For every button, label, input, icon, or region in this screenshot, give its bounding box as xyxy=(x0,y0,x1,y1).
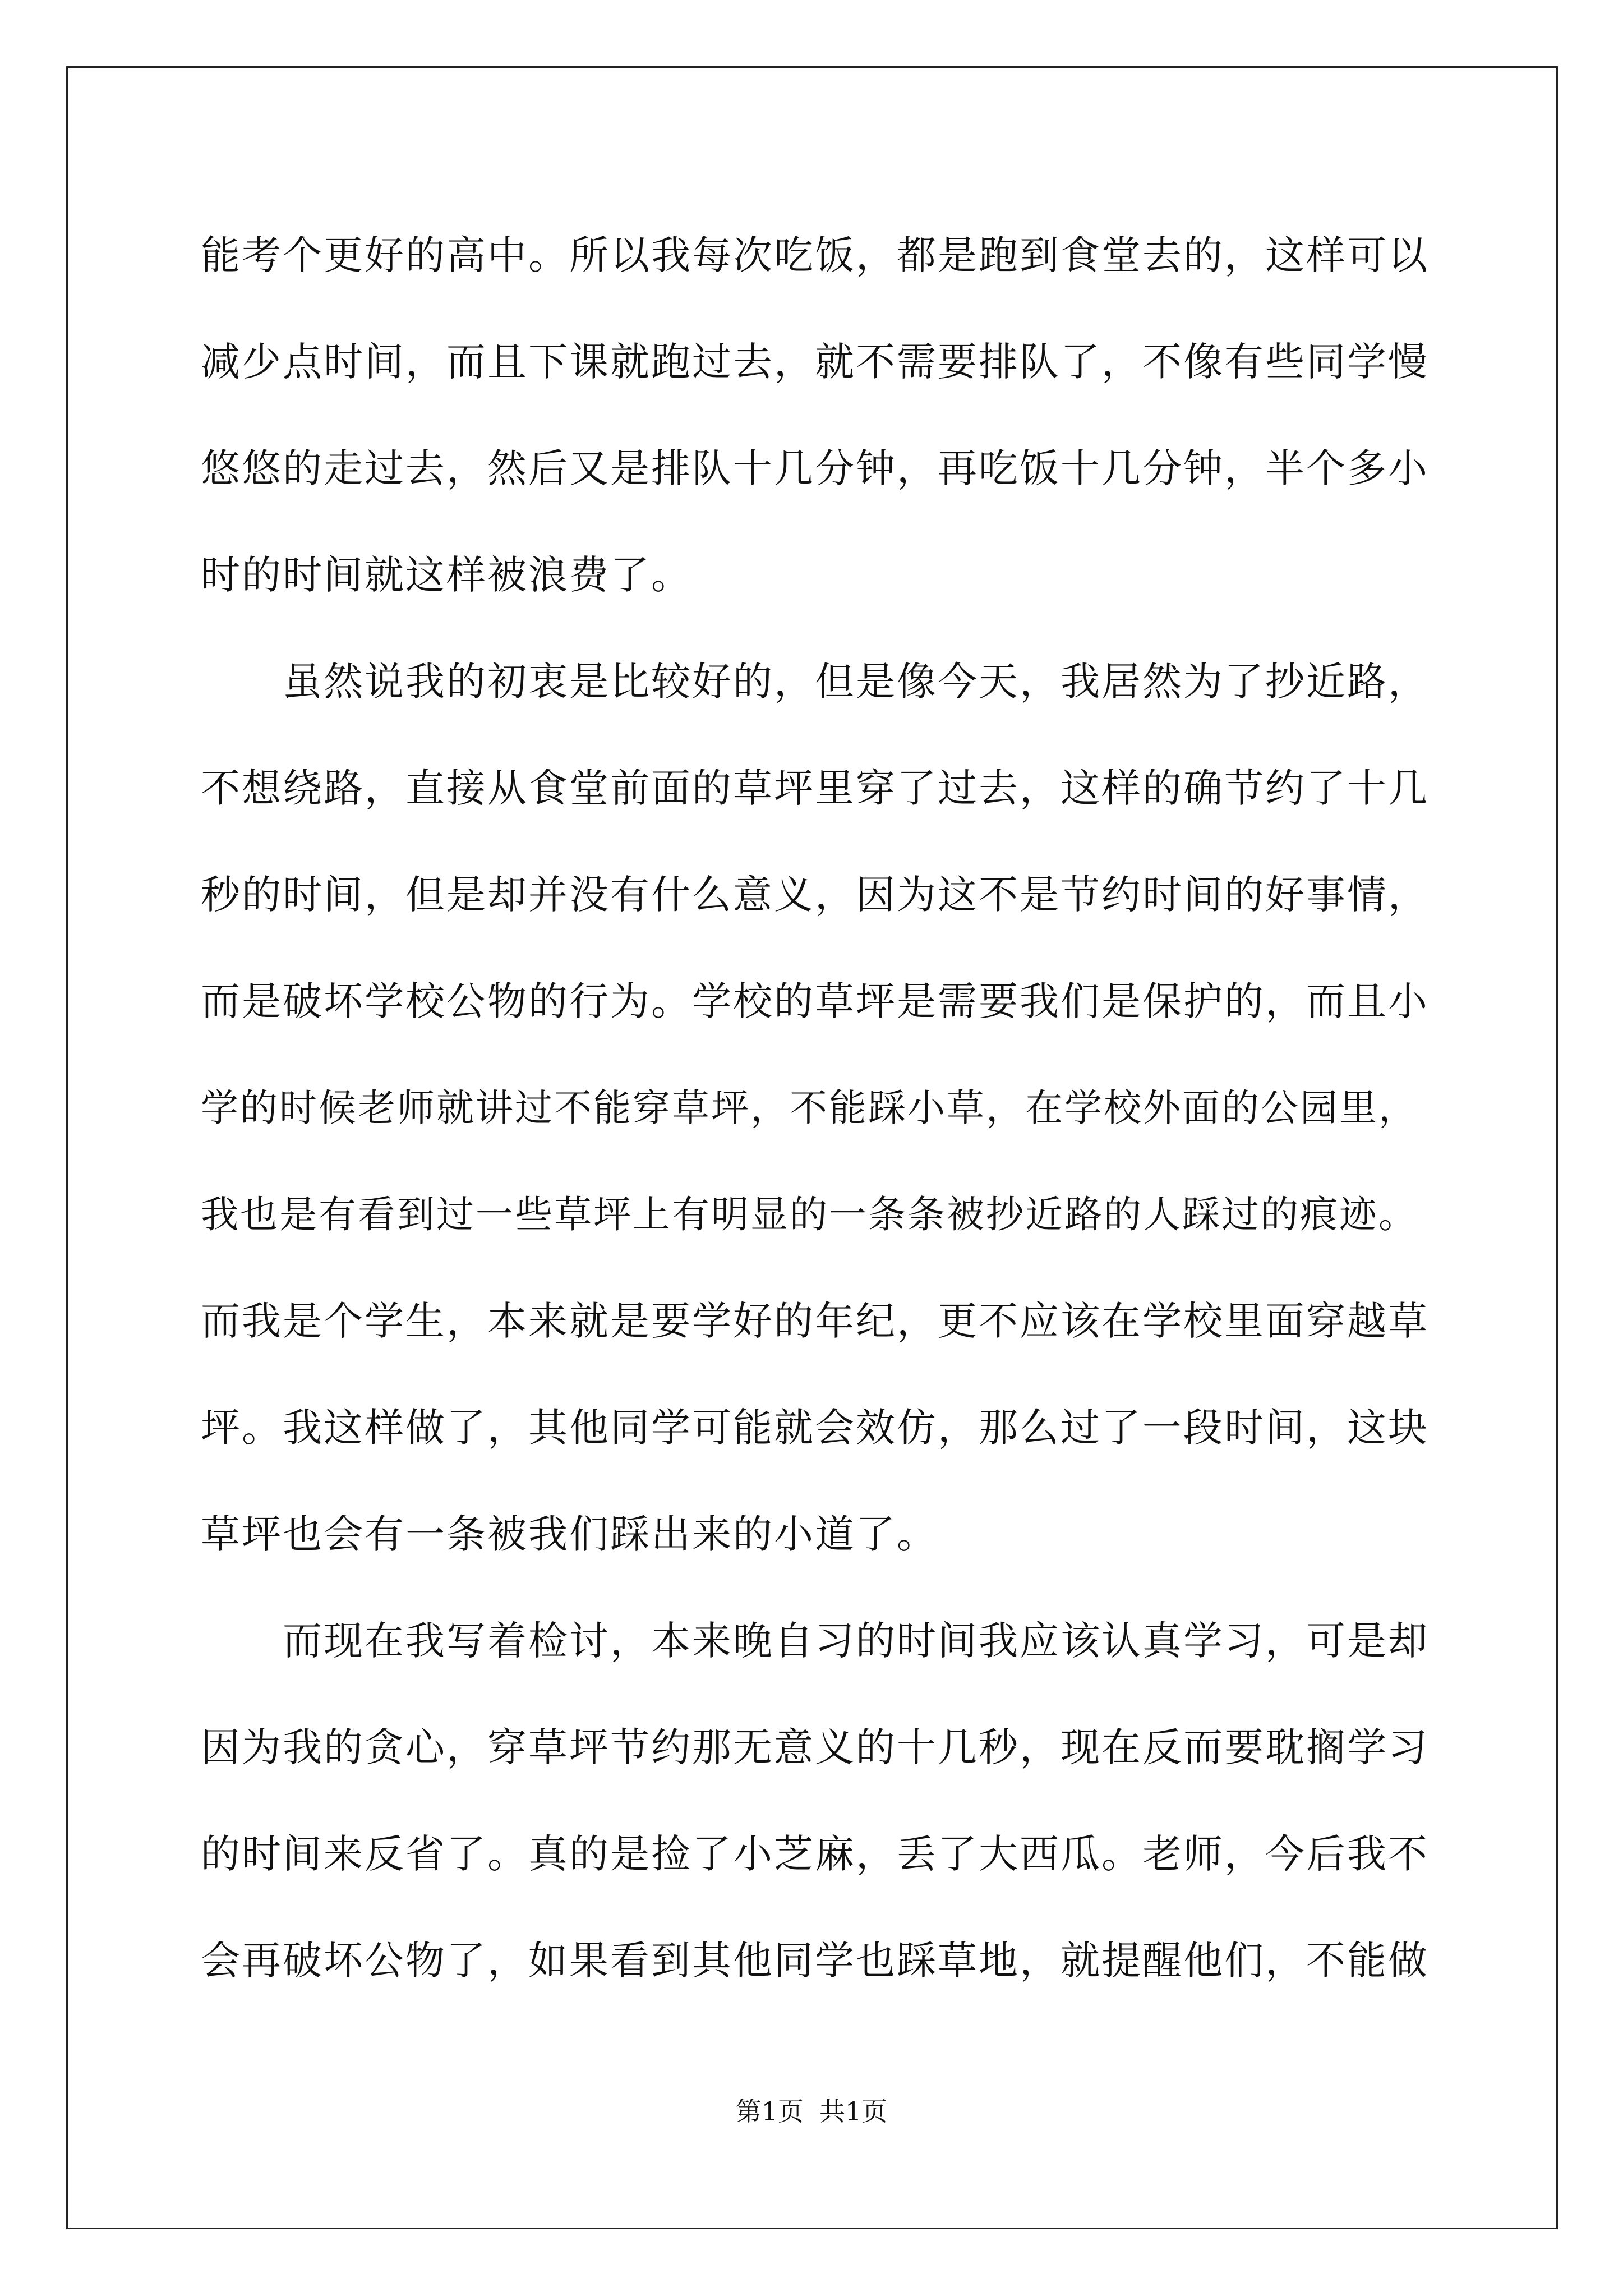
text-line: 我也是有看到过一些草坪上有明显的一条条被抄近路的人踩过的痕迹。 xyxy=(201,1193,1418,1236)
text-line: 能考个更好的高中。所以我每次吃饭，都是跑到食堂去的，这样可以 xyxy=(201,232,1429,278)
text-line: 时的时间就这样被浪费了。 xyxy=(201,552,692,598)
text-line: 学的时候老师就讲过不能穿草坪，不能踩小草，在学校外面的公园里， xyxy=(201,1086,1418,1130)
text-line: 而现在我写着检讨，本来晚自习的时间我应该认真学习，可是却 xyxy=(201,1618,1429,1664)
text-line: 而是破坏学校公物的行为。学校的草坪是需要我们是保护的，而且小 xyxy=(201,978,1429,1024)
text-line: 悠悠的走过去，然后又是排队十几分钟，再吃饭十几分钟，半个多小 xyxy=(201,445,1429,491)
page-number-current: 第1页 xyxy=(735,2096,804,2127)
text-line: 会再破坏公物了，如果看到其他同学也踩草地，就提醒他们，不能做 xyxy=(201,1938,1429,1984)
document-body xyxy=(201,202,1435,2014)
text-line: 虽然说我的初衷是比较好的，但是像今天，我居然为了抄近路， xyxy=(201,659,1429,705)
text-line: 秒的时间，但是却并没有什么意义，因为这不是节约时间的好事情， xyxy=(201,872,1429,918)
text-line: 草坪也会有一条被我们踩出来的小道了。 xyxy=(201,1511,938,1557)
page-footer xyxy=(0,2095,1623,2128)
page-number-total: 共1页 xyxy=(819,2096,888,2127)
text-line: 不想绕路，直接从食堂前面的草坪里穿了过去，这样的确节约了十几 xyxy=(201,765,1429,811)
text-line: 的时间来反省了。真的是捡了小芝麻，丢了大西瓜。老师，今后我不 xyxy=(201,1831,1429,1877)
text-line: 因为我的贪心，穿草坪节约那无意义的十几秒，现在反而要耽搁学习 xyxy=(201,1724,1429,1770)
text-line: 坪。我这样做了，其他同学可能就会效仿，那么过了一段时间，这块 xyxy=(201,1405,1429,1451)
text-line: 减少点时间，而且下课就跑过去，就不需要排队了，不像有些同学慢 xyxy=(201,339,1429,385)
text-line: 而我是个学生，本来就是要学好的年纪，更不应该在学校里面穿越草 xyxy=(201,1298,1429,1344)
